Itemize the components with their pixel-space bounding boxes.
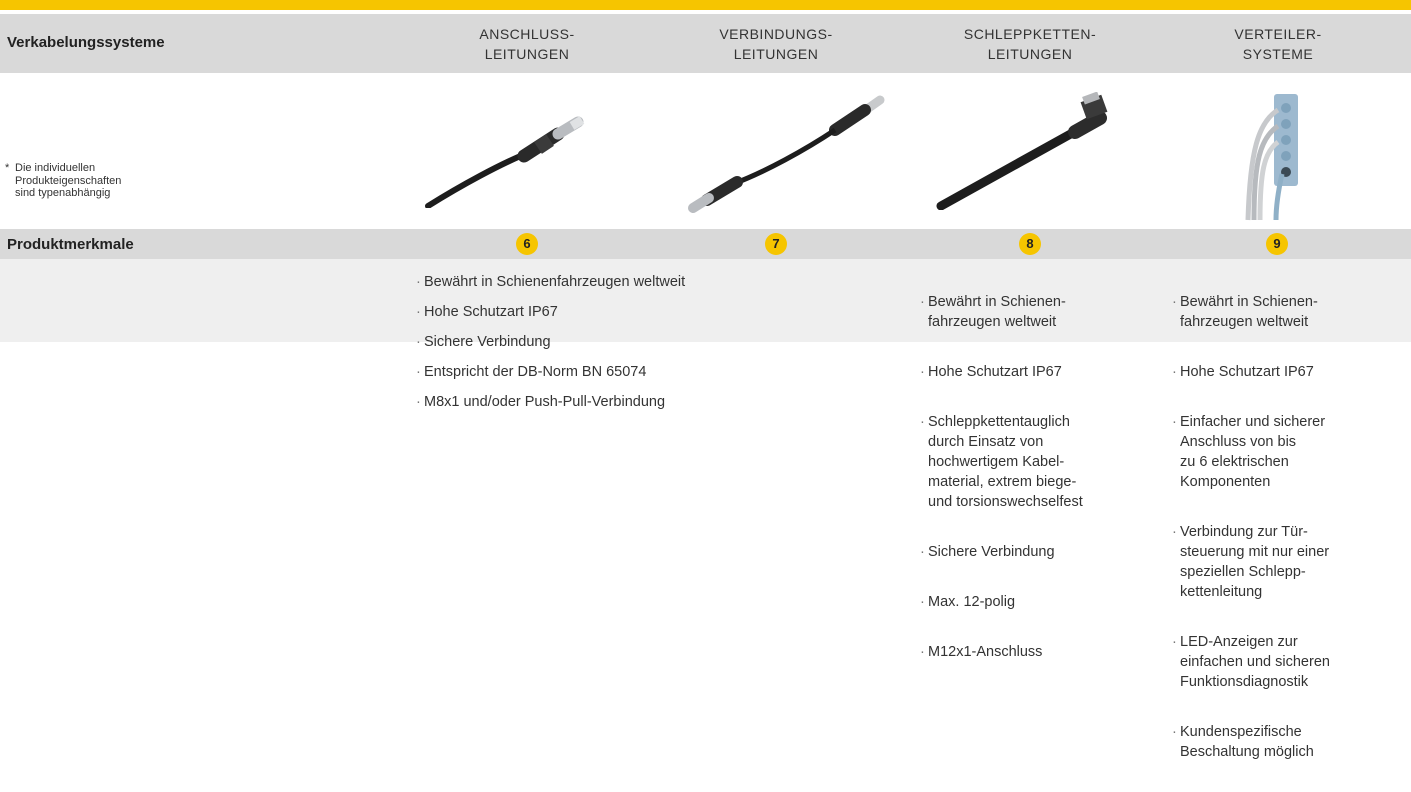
list-item: · Einfacher und sicherer Anschluss von bis zu 6 elektrischen Komponenten — [1172, 412, 1407, 492]
list-item: · M8x1 und/oder Push-Pull-Verbindung — [416, 392, 836, 412]
column-header-verbindungsleitungen: VERBINDUNGS- LEITUNGEN — [719, 26, 833, 62]
badge-8: 8 — [1019, 233, 1041, 255]
list-item: · Hohe Schutzart IP67 — [920, 362, 1150, 382]
list-item: · Sichere Verbindung — [416, 332, 836, 352]
anschlussleitung-cable-image — [420, 112, 600, 208]
badge-6: 6 — [516, 233, 538, 255]
schleppkettenleitung-cable-image — [935, 92, 1125, 210]
list-item: · LED-Anzeigen zur einfachen und sicheren Funktionsdiagnostik — [1172, 632, 1407, 692]
list-item: · Hohe Schutzart IP67 — [1172, 362, 1407, 382]
features-list-8 — [920, 272, 1150, 692]
features-list-9 — [1172, 272, 1407, 792]
list-item: · Schleppkettentauglich durch Einsatz von hochwertigem Kabel- material, extrem biege- und torsionswechselfest — [920, 412, 1150, 512]
badge-9: 9 — [1266, 233, 1288, 255]
verbindungsleitung-cable-image — [685, 92, 895, 217]
verteilersystem-box-image — [1238, 92, 1318, 222]
column-header-verteilersysteme: VERTEILER- SYSTEME — [1234, 26, 1322, 62]
list-item: · Bewährt in Schienen- fahrzeugen weltweit — [1172, 292, 1407, 332]
list-item: · Bewährt in Schienen- fahrzeugen weltweit — [920, 292, 1150, 332]
features-title: Produktmerkmale — [7, 236, 134, 253]
footnote: * Die individuellen Produkteigenschaften sind typenabhängig — [5, 162, 122, 199]
list-item: · Max. 12-polig — [920, 592, 1150, 612]
list-item: · Bewährt in Schienenfahrzeugen weltweit — [416, 272, 836, 292]
list-item: · Verbindung zur Tür- steuerung mit nur einer speziellen Schlepp- kettenleitung — [1172, 522, 1407, 602]
features-list-6-7 — [416, 272, 836, 422]
column-header-schleppkettenleitungen: SCHLEPPKETTEN- LEITUNGEN — [963, 26, 1097, 62]
list-item: · M12x1-Anschluss — [920, 642, 1150, 662]
list-item: · Sichere Verbindung — [920, 542, 1150, 562]
list-item: · Kundenspezifische Beschaltung möglich — [1172, 722, 1407, 762]
badge-7: 7 — [765, 233, 787, 255]
top-accent-bar — [0, 0, 1411, 10]
table-title: Verkabelungssysteme — [7, 34, 165, 51]
column-header-anschlussleitungen: ANSCHLUSS- LEITUNGEN — [479, 26, 575, 62]
features-header-row — [0, 229, 1411, 259]
list-item: · Hohe Schutzart IP67 — [416, 302, 836, 322]
list-item: · Entspricht der DB-Norm BN 65074 — [416, 362, 836, 382]
